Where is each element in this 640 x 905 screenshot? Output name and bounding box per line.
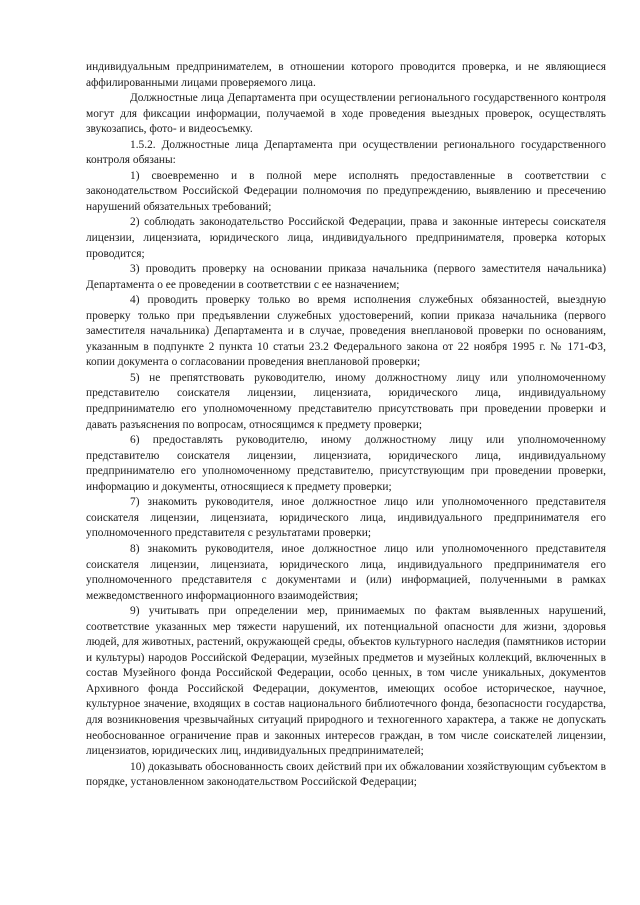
- paragraph-item-9: 9) учитывать при определении мер, принимаемых по фактам выявленных нарушений, соответствие указанных мер тяжести нарушений, их потенциальной опасности для жизни, здоровья людей, для животных, растений, окружающей среды, объектов культурного наследия (памятников истории и культуры) народов Российской Федерации, музейных предметов и музейных коллекций, включенных в состав Музейного фонда Российской Федерации, особо ценных, в том числе уникальных, документов Архивного фонда Российской Федерации, документов, имеющих особое историческое, научное, культурное значение, входящих в состав национального библиотечного фонда, безопасности государства, для возникновения чрезвычайных ситуаций природного и техногенного характера, а также не допускать необоснованное ограничение прав и законных интересов граждан, в том числе соискателей лицензии, лицензиатов, юридических лиц, индивидуальных предпринимателей;: [86, 605, 606, 758]
- paragraph-item-8: 8) знакомить руководителя, иное должностное лицо или уполномоченного представителя соискателя лицензии, лицензиата, юридического лица, индивидуального предпринимателя его уполномоченного представителя с документами и (или) информацией, полученными в рамках межведомственного информационного взаимодействия;: [86, 542, 606, 602]
- document-page: [86, 60, 606, 791]
- paragraph-item-5: 5) не препятствовать руководителю, иному должностному лицу или уполномоченному представителю соискателя лицензии, лицензиата, юридического лица, индивидуальному предпринимателю его уполномоченному представителю присутствовать при проведении проверки и давать разъяснения по вопросам, относящимся к предмету проверки;: [86, 371, 606, 431]
- paragraph-audio-video-recording: Должностные лица Департамента при осуществлении регионального государственного контроля могут для фиксации информации, получаемой в ходе проведения выездных проверок, осуществлять звукозапись, фото- и видеосъемку.: [86, 92, 606, 136]
- paragraph-item-6: 6) предоставлять руководителю, иному должностному лицу или уполномоченному представителю соискателя лицензии, лицензиата, юридического лица, индивидуальному предпринимателю его уполномоченному представителю, присутствующим при проведении проверки, информацию и документы, относящиеся к предмету проверки;: [86, 434, 606, 493]
- paragraph-item-4: 4) проводить проверку только во время исполнения служебных обязанностей, выездную проверку только при предъявлении служебных удостоверений, копии приказа начальника (первого заместителя начальника) Департамента и в случае, проведения внеплановой проверки по основаниям, указанным в подпункте 2 пункта 10 статьи 23.2 Федерального закона от 22 ноября 1995 г. № 171-ФЗ, копии документа о согласовании проведения внеплановой проверки;: [86, 294, 606, 369]
- paragraph-item-10: 10) доказывать обоснованность своих действий при их обжаловании хозяйствующим субъектом в порядке, установленном законодательством Российской Федерации;: [86, 760, 606, 789]
- paragraph-continuation: индивидуальным предпринимателем, в отношении которого проводится проверка, и не являющиеся аффилированными лицами проверяемого лица.: [86, 61, 606, 89]
- paragraph-item-2: 2) соблюдать законодательство Российской Федерации, права и законные интересы соискателя лицензии, лицензиата, юридического лица, индивидуального предпринимателя, проверка которых проводится;: [86, 216, 606, 260]
- paragraph-item-7: 7) знакомить руководителя, иное должностное лицо или уполномоченного представителя соискателя лицензии, лицензиата, юридического лица, индивидуального предпринимателя его уполномоченного представителя с результатами проверки;: [86, 496, 606, 540]
- paragraph-section-1-5-2: 1.5.2. Должностные лица Департамента при осуществлении регионального государственного контроля обязаны:: [86, 138, 606, 167]
- paragraph-item-3: 3) проводить проверку на основании приказа начальника (первого заместителя начальника) Департамента о ее проведении в соответствии с ее назначением;: [86, 263, 606, 291]
- paragraph-item-1: 1) своевременно и в полной мере исполнять предоставленные в соответствии с законодательством Российской Федерации полномочия по предупреждению, выявлению и пресечению нарушений обязательных требований;: [86, 169, 606, 213]
